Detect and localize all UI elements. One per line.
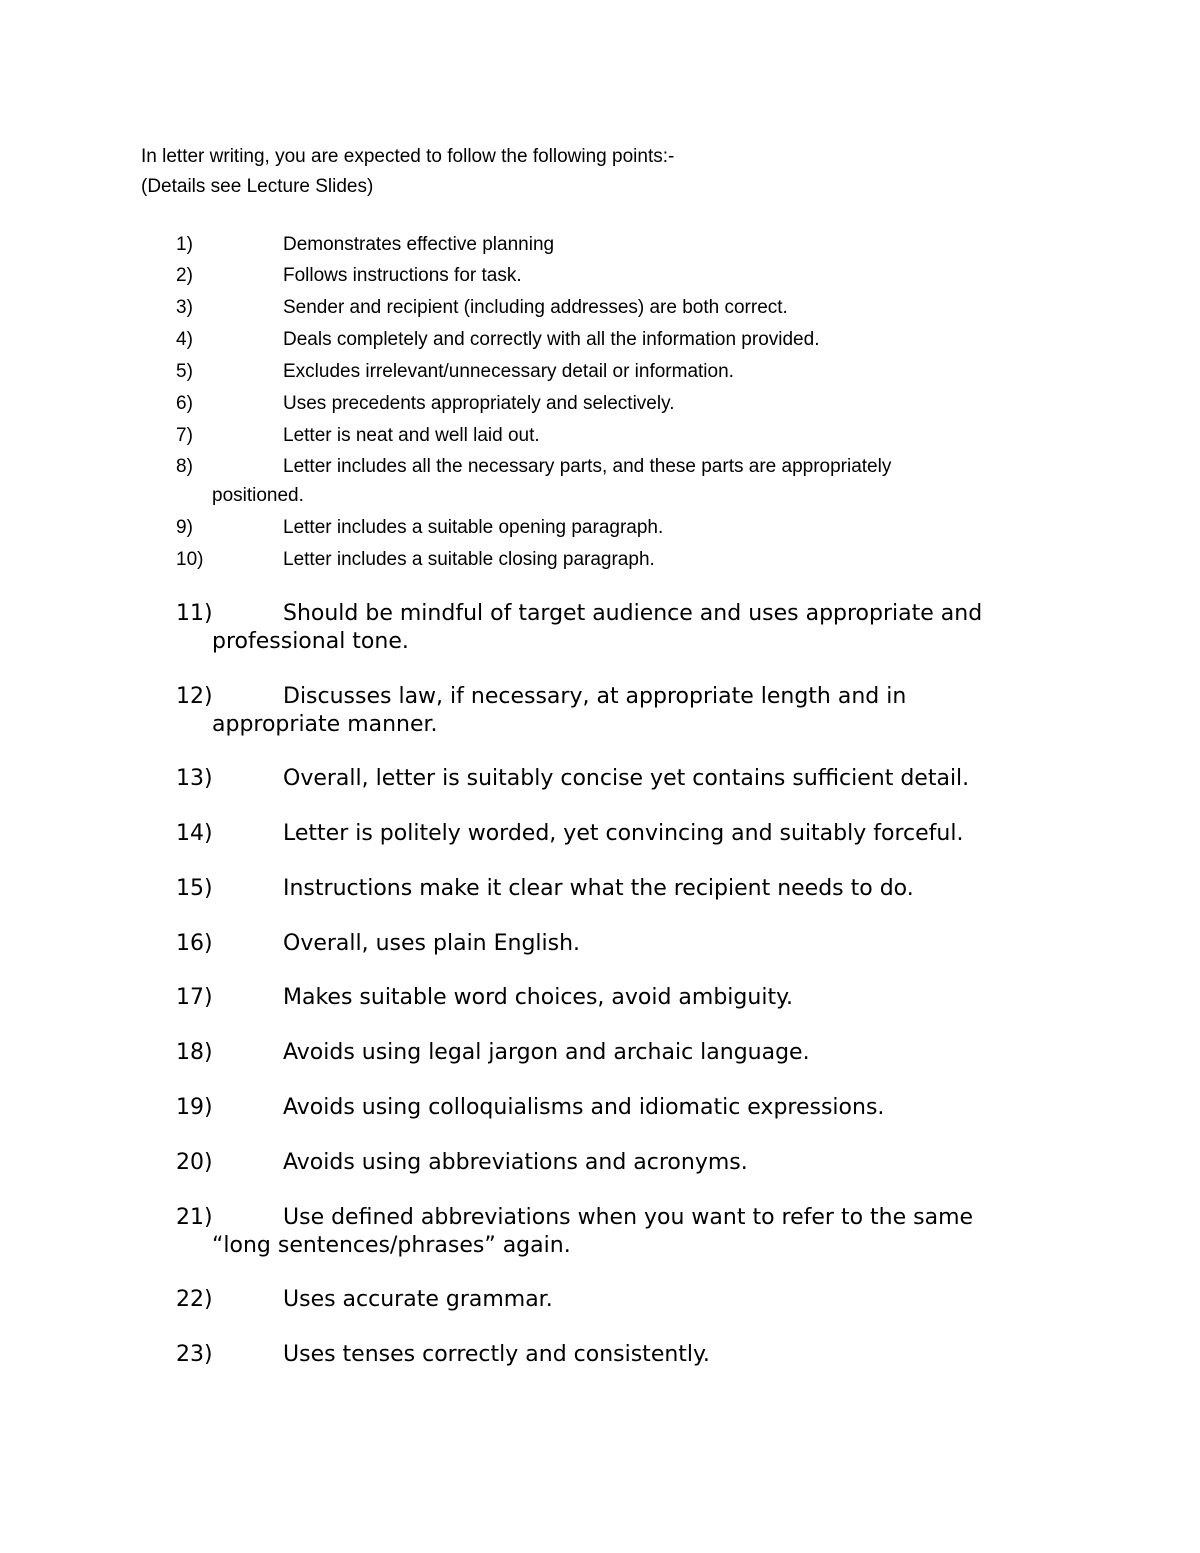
item-number: 7)	[176, 425, 193, 446]
item-text-continued: professional tone.	[212, 629, 409, 654]
item-number: 5)	[176, 361, 193, 382]
item-text: Overall, letter is suitably concise yet contains sufficient detail.	[283, 766, 970, 791]
item-text: Avoids using legal jargon and archaic language.	[283, 1040, 810, 1065]
item-number: 2)	[176, 265, 193, 286]
item-number: 22)	[176, 1287, 213, 1312]
item-text: Uses accurate grammar.	[283, 1287, 553, 1312]
item-number: 20)	[176, 1150, 213, 1175]
item-text: Demonstrates effective planning	[283, 234, 555, 255]
item-number: 17)	[176, 985, 213, 1010]
item-text: Letter is neat and well laid out.	[283, 425, 540, 446]
intro-line-2: (Details see Lecture Slides)	[141, 176, 374, 197]
item-number: 12)	[176, 684, 213, 709]
item-number: 10)	[176, 549, 204, 570]
item-text-continued: “long sentences/phrases” again.	[212, 1233, 571, 1258]
item-number: 23)	[176, 1342, 213, 1367]
item-number: 9)	[176, 517, 193, 538]
item-number: 3)	[176, 297, 193, 318]
item-text: Excludes irrelevant/unnecessary detail or information.	[283, 361, 734, 382]
item-text: Should be mindful of target audience and uses appropriate and	[283, 601, 983, 626]
item-text: Letter is politely worded, yet convincing and suitably forceful.	[283, 821, 964, 846]
item-number: 8)	[176, 456, 193, 477]
item-text: Avoids using abbreviations and acronyms.	[283, 1150, 748, 1175]
item-number: 13)	[176, 766, 213, 791]
item-number: 19)	[176, 1095, 213, 1120]
item-number: 21)	[176, 1205, 213, 1230]
item-number: 14)	[176, 821, 213, 846]
item-text: Letter includes all the necessary parts, and these parts are appropriately	[283, 456, 892, 477]
item-number: 11)	[176, 601, 213, 626]
item-text: Deals completely and correctly with all the information provided.	[283, 329, 820, 350]
item-number: 6)	[176, 393, 193, 414]
item-text: Instructions make it clear what the recipient needs to do.	[283, 876, 914, 901]
item-text: Uses precedents appropriately and selectively.	[283, 393, 675, 414]
item-number: 4)	[176, 329, 193, 350]
item-number: 1)	[176, 234, 193, 255]
item-text: Uses tenses correctly and consistently.	[283, 1342, 710, 1367]
item-number: 16)	[176, 931, 213, 956]
item-number: 15)	[176, 876, 213, 901]
item-text: Avoids using colloquialisms and idiomatic expressions.	[283, 1095, 885, 1120]
item-text: Sender and recipient (including addresses) are both correct.	[283, 297, 788, 318]
item-number: 18)	[176, 1040, 213, 1065]
item-text-continued: positioned.	[212, 485, 304, 506]
item-text: Makes suitable word choices, avoid ambiguity.	[283, 985, 793, 1010]
intro-line-1: In letter writing, you are expected to follow the following points:-	[141, 146, 675, 167]
item-text: Letter includes a suitable opening paragraph.	[283, 517, 664, 538]
item-text: Follows instructions for task.	[283, 265, 522, 286]
item-text-continued: appropriate manner.	[212, 712, 438, 737]
item-text: Letter includes a suitable closing paragraph.	[283, 549, 655, 570]
item-text: Discusses law, if necessary, at appropriate length and in	[283, 684, 907, 709]
item-text: Use defined abbreviations when you want to refer to the same	[283, 1205, 974, 1230]
item-text: Overall, uses plain English.	[283, 931, 581, 956]
